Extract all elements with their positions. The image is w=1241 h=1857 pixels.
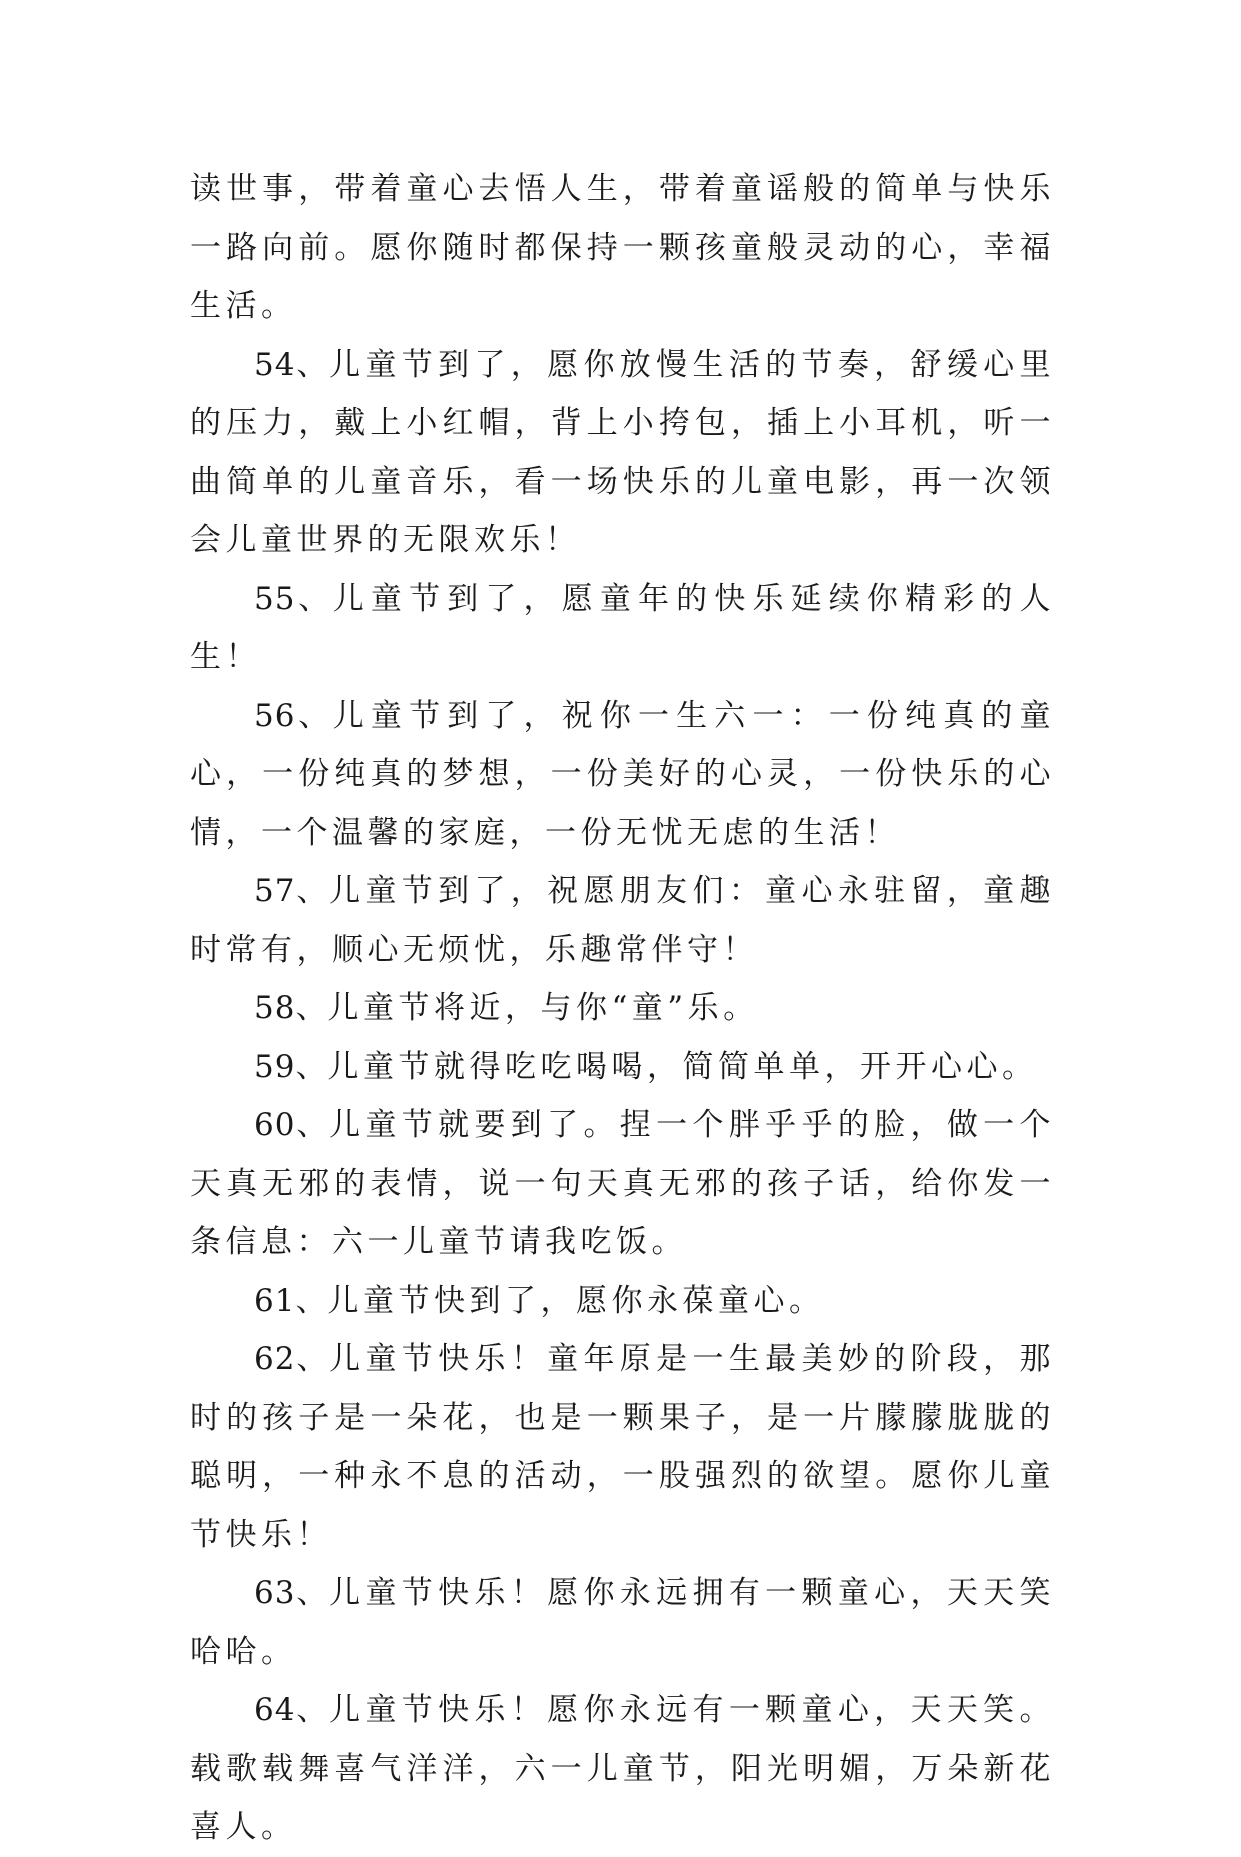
paragraph-60 <box>190 1096 1055 1272</box>
paragraph-number: 56、 <box>254 697 333 734</box>
paragraph-text: 儿童节快乐！愿你永远拥有一颗童心，天天笑哈哈。 <box>190 1575 1055 1670</box>
paragraph-number: 57、 <box>254 873 330 909</box>
paragraph-64 <box>190 1681 1055 1857</box>
paragraph-58 <box>190 979 1055 1038</box>
paragraph-56 <box>190 687 1055 863</box>
paragraph-text: 读世事，带着童心去悟人生，带着童谣般的简单与快乐一路向前。愿你随时都保持一颗孩童般灵动的心，幸福生活。 <box>190 171 1055 324</box>
paragraph-number: 55、 <box>254 580 333 617</box>
paragraph-61 <box>190 1272 1055 1331</box>
paragraph-number: 58、 <box>254 990 328 1026</box>
paragraph-63 <box>190 1564 1055 1681</box>
paragraph-number: 60、 <box>254 1107 330 1143</box>
paragraph-59 <box>190 1038 1055 1097</box>
paragraph-number: 54、 <box>254 346 330 383</box>
paragraph-55 <box>190 570 1055 687</box>
paragraph-text: 儿童节快乐！愿你永远有一颗童心，天天笑。载歌载舞喜气洋洋，六一儿童节，阳光明媚，万朵新花喜人。 <box>190 1692 1055 1845</box>
paragraph-text: 儿童节到了，愿童年的快乐延续你精彩的人生！ <box>190 580 1056 675</box>
paragraph-62 <box>190 1330 1055 1564</box>
paragraph-text: 儿童节到了，愿你放慢生活的节奏，舒缓心里的压力，戴上小红帽，背上小挎包，插上小耳机，听一曲简单的儿童音乐，看一场快乐的儿童电影，再一次领会儿童世界的无限欢乐！ <box>190 346 1055 558</box>
paragraph-number: 64、 <box>254 1692 330 1728</box>
paragraph-number: 59、 <box>254 1048 328 1085</box>
paragraph-number: 61、 <box>254 1282 328 1319</box>
paragraph-text: 儿童节快乐！童年原是一生最美妙的阶段，那时的孩子是一朵花，也是一颗果子，是一片朦朦胧胧的聪明，一种永不息的活动，一股强烈的欲望。愿你儿童节快乐！ <box>190 1341 1055 1553</box>
paragraph-57 <box>190 862 1055 979</box>
paragraph-text: 儿童节到了，祝你一生六一：一份纯真的童心，一份纯真的梦想，一份美好的心灵，一份快乐的心情，一个温馨的家庭，一份无忧无虑的生活！ <box>190 697 1056 851</box>
document-body <box>190 160 1055 1857</box>
paragraph-text: 儿童节就要到了。捏一个胖乎乎的脸，做一个天真无邪的表情，说一句天真无邪的孩子话，给你发一条信息：六一儿童节请我吃饭。 <box>190 1107 1055 1260</box>
paragraph-text: 儿童节将近，与你“童”乐。 <box>327 990 759 1026</box>
paragraph-54 <box>190 336 1055 570</box>
paragraph-continuation <box>190 160 1055 336</box>
paragraph-text: 儿童节快到了，愿你永葆童心。 <box>327 1282 825 1319</box>
paragraph-text: 儿童节到了，祝愿朋友们：童心永驻留，童趣时常有，顺心无烦忧，乐趣常伴守！ <box>190 873 1055 968</box>
paragraph-number: 62、 <box>254 1341 330 1377</box>
paragraph-number: 63、 <box>254 1575 330 1611</box>
paragraph-text: 儿童节就得吃吃喝喝，简简单单，开开心心。 <box>327 1048 1038 1085</box>
